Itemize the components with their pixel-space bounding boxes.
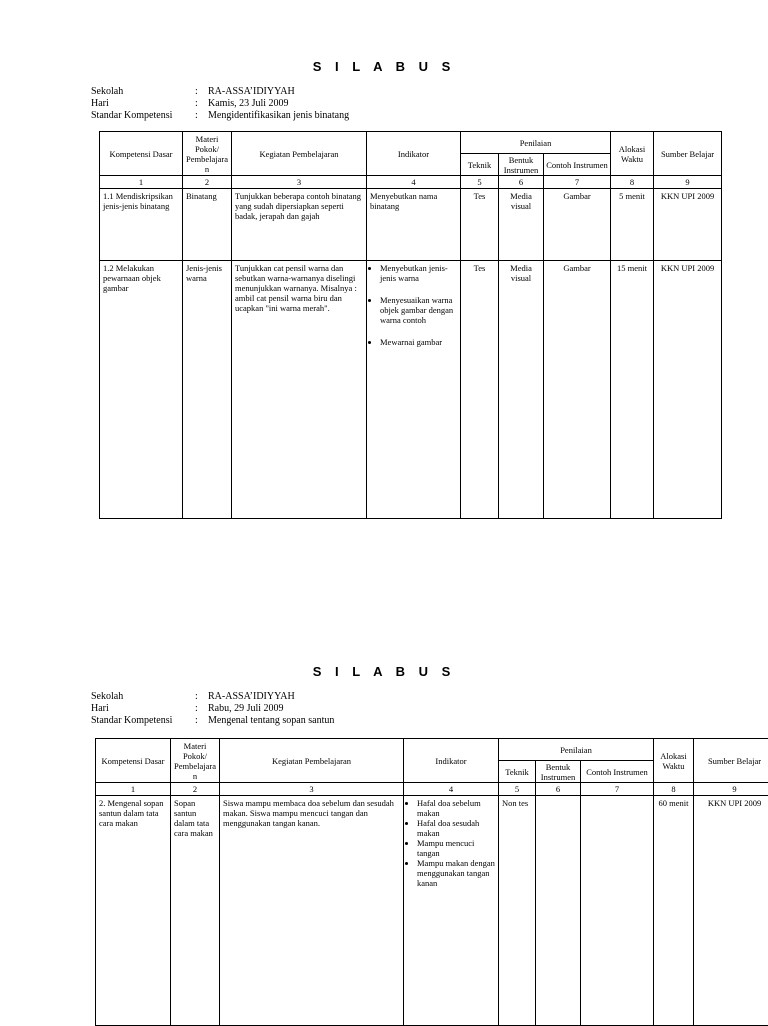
header-contoh: Contoh Instrumen xyxy=(581,761,654,783)
meta-colon: : xyxy=(195,110,198,122)
meta-value: Rabu, 29 Juli 2009 xyxy=(208,703,284,715)
column-number: 6 xyxy=(536,783,581,796)
cell-alokasi: 15 menit xyxy=(611,261,653,275)
header-bentuk: Bentuk Instrumen xyxy=(499,154,544,176)
page-title: S I L A B U S xyxy=(0,59,768,74)
header-kegiatan: Kegiatan Pembelajaran xyxy=(232,132,367,176)
header-teknik: Teknik xyxy=(461,154,499,176)
header-kegiatan: Kegiatan Pembelajaran xyxy=(220,739,404,783)
cell-alokasi: 60 menit xyxy=(654,796,693,810)
syllabus-table xyxy=(95,738,768,1026)
cell-teknik: Non tes xyxy=(499,796,535,810)
cell-materi: Sopan santun dalam tata cara makan xyxy=(171,796,219,840)
cell-kompetensi: 2. Mengenal sopan santun dalam tata cara makan xyxy=(96,796,170,830)
header-indikator: Indikator xyxy=(404,739,499,783)
cell-sumber: KKN UPI 2009 xyxy=(654,189,721,203)
header-sumber: Sumber Belajar xyxy=(654,132,722,176)
cell-materi: Binatang xyxy=(183,189,231,203)
header-bentuk: Bentuk Instrumen xyxy=(536,761,581,783)
column-number: 8 xyxy=(654,783,694,796)
meta-value: Mengidentifikasikan jenis binatang xyxy=(208,110,349,122)
indicator-item: • Menyebutkan jenis-jenis warna xyxy=(380,263,457,283)
cell-kegiatan: Siswa mampu membaca doa sebelum dan sesudah makan. Siswa mampu mencuci tangan dan menggunakan tangan kanan. xyxy=(220,796,403,830)
cell-kegiatan: Tunjukkan beberapa contoh binatang yang sudah dipersiapkan seperti badak, jerapah dan gajah xyxy=(232,189,366,223)
header-penilaian: Penilaian xyxy=(461,132,611,154)
indicator-item: • Mampu mencuci tangan xyxy=(417,838,495,858)
indicator-item: • Mewarnai gambar xyxy=(380,337,457,347)
meta-colon: : xyxy=(195,691,198,703)
header-kompetensi: Kompetensi Dasar xyxy=(96,739,171,783)
cell-contoh xyxy=(581,796,653,800)
meta-label: Sekolah xyxy=(91,86,123,98)
cell-contoh: Gambar xyxy=(544,189,610,203)
header-materi: Materi Pokok/ Pembelajara n xyxy=(171,739,220,783)
column-number: 8 xyxy=(611,176,654,189)
meta-value: Mengenal tentang sopan santun xyxy=(208,715,334,727)
column-number: 5 xyxy=(461,176,499,189)
header-indikator: Indikator xyxy=(367,132,461,176)
header-teknik: Teknik xyxy=(499,761,536,783)
cell-sumber: KKN UPI 2009 xyxy=(694,796,768,810)
column-number: 2 xyxy=(171,783,220,796)
column-number: 4 xyxy=(367,176,461,189)
column-number: 9 xyxy=(654,176,722,189)
cell-kompetensi: 1.2 Melakukan pewarnaan objek gambar xyxy=(100,261,182,295)
indicator-item: • Mampu makan dengan menggunakan tangan kanan xyxy=(417,858,495,888)
column-number: 5 xyxy=(499,783,536,796)
meta-label: Hari xyxy=(91,703,109,715)
column-number: 3 xyxy=(232,176,367,189)
meta-label: Standar Kompetensi xyxy=(91,715,172,727)
meta-colon: : xyxy=(195,98,198,110)
column-number: 1 xyxy=(100,176,183,189)
meta-label: Hari xyxy=(91,98,109,110)
header-alokasi: Alokasi Waktu xyxy=(654,739,694,783)
column-number: 7 xyxy=(581,783,654,796)
column-number: 6 xyxy=(499,176,544,189)
meta-colon: : xyxy=(195,715,198,727)
header-penilaian: Penilaian xyxy=(499,739,654,761)
table-row xyxy=(100,261,722,519)
indicator-item: • Hafal doa sesudah makan xyxy=(417,818,495,838)
column-number: 2 xyxy=(183,176,232,189)
cell-bentuk xyxy=(536,796,580,800)
meta-value: RA-ASSA’IDIYYAH xyxy=(208,691,295,703)
cell-contoh: Gambar xyxy=(544,261,610,275)
cell-teknik: Tes xyxy=(461,189,498,203)
table-row xyxy=(96,796,768,1026)
indicator-list xyxy=(404,796,498,890)
meta-colon: : xyxy=(195,703,198,715)
column-number: 1 xyxy=(96,783,171,796)
indicator-item: • Menyesuaikan warna objek gambar dengan warna contoh xyxy=(380,295,457,325)
column-number: 3 xyxy=(220,783,404,796)
cell-bentuk: Media visual xyxy=(499,189,543,213)
column-number: 4 xyxy=(404,783,499,796)
header-sumber: Sumber Belajar xyxy=(694,739,768,783)
cell-kompetensi: 1.1 Mendiskripsikan jenis-jenis binatang xyxy=(100,189,182,213)
cell-indikator: Menyebutkan nama binatang xyxy=(367,189,460,213)
cell-materi: Jenis-jenis warna xyxy=(183,261,231,285)
column-number: 9 xyxy=(694,783,768,796)
header-materi: Materi Pokok/ Pembelajara n xyxy=(183,132,232,176)
cell-sumber: KKN UPI 2009 xyxy=(654,261,721,275)
table-row xyxy=(100,189,722,261)
meta-label: Sekolah xyxy=(91,691,123,703)
cell-alokasi: 5 menit xyxy=(611,189,653,203)
cell-kegiatan: Tunjukkan cat pensil warna dan sebutkan warna-warnanya diselingi menunjukkan warnanya. Misalnya : ambil cat pensil warna biru dan ucapkan "ini warna merah". xyxy=(232,261,366,315)
cell-teknik: Tes xyxy=(461,261,498,275)
indicator-item: • Hafal doa sebelum makan xyxy=(417,798,495,818)
header-alokasi: Alokasi Waktu xyxy=(611,132,654,176)
page-title: S I L A B U S xyxy=(0,664,768,679)
syllabus-table xyxy=(99,131,722,519)
meta-label: Standar Kompetensi xyxy=(91,110,172,122)
header-kompetensi: Kompetensi Dasar xyxy=(100,132,183,176)
column-number: 7 xyxy=(544,176,611,189)
meta-value: RA-ASSA’IDIYYAH xyxy=(208,86,295,98)
meta-value: Kamis, 23 Juli 2009 xyxy=(208,98,289,110)
header-contoh: Contoh Instrumen xyxy=(544,154,611,176)
cell-bentuk: Media visual xyxy=(499,261,543,285)
indicator-list xyxy=(367,261,460,349)
meta-colon: : xyxy=(195,86,198,98)
